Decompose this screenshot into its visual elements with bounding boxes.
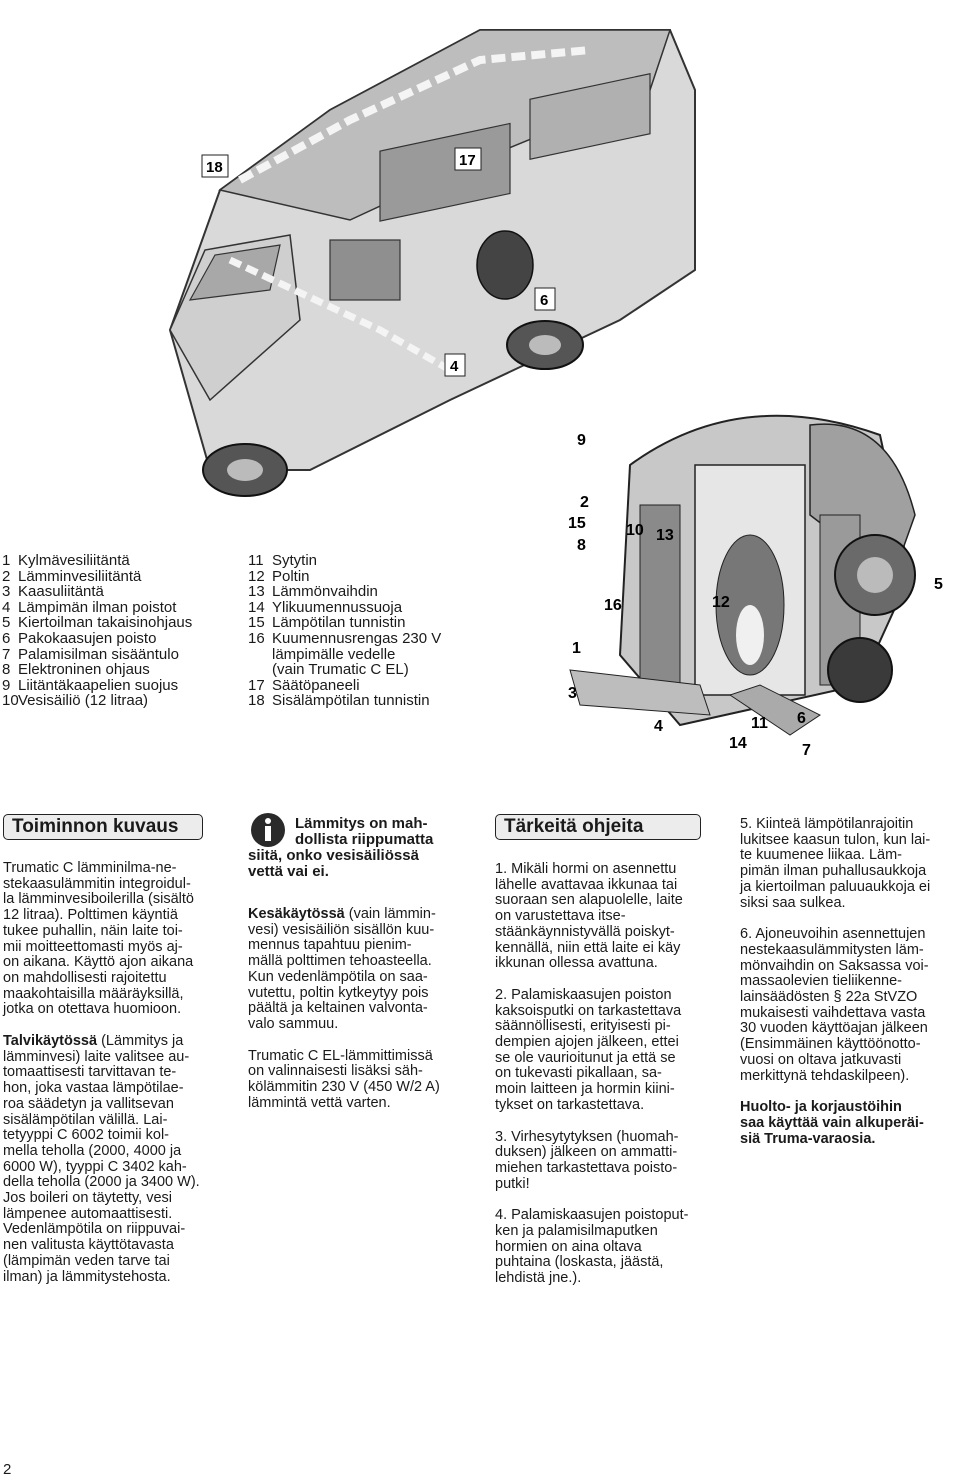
legend-item <box>2 678 192 694</box>
text-line: 3. Virhesytytyksen (huomah- <box>495 1128 679 1145</box>
legend-item-number: 14 <box>248 598 265 616</box>
text-line: nestekaasulämmitysten läm- <box>740 941 924 958</box>
text-line: vutettu, poltin kytkeytyy pois <box>248 984 429 1001</box>
legend-item <box>248 662 441 678</box>
heater-label-2: 2 <box>580 494 589 511</box>
legend-item-label: Vesisäiliö (12 litraa) <box>18 692 149 710</box>
text-line: Trumatic C EL-lämmittimissä <box>248 1047 433 1064</box>
text-line: nen valitusta käyttötavasta <box>3 1237 174 1254</box>
legend-item <box>248 647 441 663</box>
talvikaytto-first: (Lämmitys ja <box>97 1033 184 1050</box>
legend-item-number: 4 <box>2 598 11 616</box>
legend-item <box>2 615 192 631</box>
text-line: mukaisesti vaihdettava vasta <box>740 1004 926 1021</box>
legend-item-label: Kylmävesiliitäntä <box>18 552 130 569</box>
text-line: mii moitteettomasti myös aj- <box>3 938 183 955</box>
legend-item-label: lämpimälle vedelle <box>272 645 396 663</box>
text-line: vuosi on oltava jatkuvasti <box>740 1051 902 1068</box>
text-line: kennällä, niin että laite ei käy <box>495 939 681 956</box>
col2-paragraph-1-body <box>248 923 478 1033</box>
legend-item <box>248 631 441 647</box>
legend-item-number: 12 <box>248 567 265 585</box>
legend-item-number: 3 <box>2 583 11 601</box>
text-line: della teholla (2000 ja 3400 W). <box>3 1174 200 1191</box>
text-line: se ole vaurioitunut ja että se <box>495 1049 676 1066</box>
talvikaytto-lead: Talvikäytössä <box>3 1033 98 1050</box>
instruction-3 <box>495 1130 720 1193</box>
text-line: 1. Mikäli hormi on asennettu <box>495 861 677 877</box>
text-line: Jos boileri on täytetty, vesi <box>3 1190 172 1207</box>
text-line: lämmintä vettä varten. <box>248 1094 391 1111</box>
legend-item-label: Lämpötilan tunnistin <box>272 614 406 632</box>
heater-label-1: 1 <box>572 640 581 657</box>
text-line: Huolto- ja korjaustöihin <box>740 1099 902 1116</box>
info-icon <box>250 812 286 848</box>
text-line: jotka on otettava huomioon. <box>3 1001 182 1018</box>
legend-item-number: 18 <box>248 692 265 710</box>
text-line: dollista riippumatta <box>295 830 434 848</box>
text-line: sisälämpötilan välillä. Lai- <box>3 1111 168 1128</box>
legend-item <box>2 647 192 663</box>
text-line: 6000 W), tyyppi C 3402 kah- <box>3 1158 187 1175</box>
legend-item-number: 8 <box>2 661 11 679</box>
heater-label-14: 14 <box>729 735 747 752</box>
text-line: stäänkäynnistyvällä poiskyt- <box>495 923 675 940</box>
text-line: valo sammuu. <box>248 1015 339 1032</box>
spare-parts-note <box>740 1100 960 1147</box>
camper-label-18: 18 <box>206 159 223 176</box>
legend-item-label: Lämpimän ilman poistot <box>18 598 177 616</box>
instruction-1 <box>495 862 720 972</box>
legend-item-number: 15 <box>248 614 265 632</box>
legend-item-label: Pakokaasujen poisto <box>18 629 157 647</box>
col1-paragraph-2-body <box>3 1050 228 1286</box>
text-line: siksi saa sulkea. <box>740 894 846 911</box>
heater-label-12: 12 <box>712 594 730 611</box>
legend-item <box>248 584 441 600</box>
text-line: la lämminvesiboilerilla (sisältö <box>3 891 194 908</box>
text-line: dempien ajojen jälkeen, ettei <box>495 1034 679 1051</box>
legend-item-number: 11 <box>248 552 264 569</box>
legend-item-number: 17 <box>248 676 265 694</box>
text-line: tukee puhallin, näin laite toi- <box>3 922 183 939</box>
legend-item-label: Kiertoilman takaisinohjaus <box>18 614 193 632</box>
text-line: moin laitteen ja hormin kiini- <box>495 1081 675 1098</box>
text-line: te kuumenee liikaa. Läm- <box>740 847 902 864</box>
text-line: mällä polttimen tehoasteella. <box>248 953 432 970</box>
heater-label-16: 16 <box>604 597 622 614</box>
instruction-4 <box>495 1208 720 1287</box>
text-line: tykset on tarkastettava. <box>495 1096 645 1113</box>
text-line: Trumatic C lämminilma-ne- <box>3 860 177 876</box>
text-line: kaksoisputki on tarkastettava <box>495 1002 682 1019</box>
heater-cutaway-illustration <box>560 395 955 765</box>
legend-item <box>2 584 192 600</box>
heater-label-15: 15 <box>568 515 586 532</box>
text-line: suoraan sen alapuolelle, laite <box>495 892 683 909</box>
text-line: merkittynä tehdaskilpeen). <box>740 1067 910 1084</box>
legend-item-number: 16 <box>248 629 265 647</box>
text-line: 4. Palamiskaasujen poistoput- <box>495 1207 689 1224</box>
text-line: lämminvesi) laite valitsee au- <box>3 1048 190 1065</box>
text-line: 30 vuoden käyttöajan jälkeen <box>740 1020 928 1037</box>
kesakaytto-first: (vain lämmin- <box>344 906 436 922</box>
text-line: lämpenee automaattisesti. <box>3 1205 173 1222</box>
legend-item-number: 13 <box>248 583 265 601</box>
legend-item <box>2 631 192 647</box>
text-line: Lämmitys on mah- <box>295 815 428 832</box>
text-line: (Ensimmäinen käyttöönotto- <box>740 1036 921 1053</box>
legend-item-label: Ylikuumennussuoja <box>272 598 403 616</box>
heater-label-13: 13 <box>656 527 674 544</box>
legend-item-label: Lämminvesiliitäntä <box>18 567 142 585</box>
text-line: putki! <box>495 1175 530 1192</box>
text-line: lähelle avattavaa ikkunaa tai <box>495 876 678 893</box>
legend-item <box>248 569 441 585</box>
text-line: päältä ja keltainen valvonta- <box>248 1000 428 1017</box>
text-line: hormien on aina oltava <box>495 1238 642 1255</box>
heater-label-10: 10 <box>626 522 644 539</box>
legend-item <box>2 569 192 585</box>
text-line: miehen tarkastettava poisto- <box>495 1159 678 1176</box>
legend-item <box>2 693 192 709</box>
text-line: ilman) ja lämmitystehosta. <box>3 1268 171 1285</box>
text-line: vettä vai ei. <box>248 862 329 880</box>
text-line: on varustettava itse- <box>495 908 626 925</box>
camper-label-17: 17 <box>459 152 476 169</box>
heater-label-8: 8 <box>577 537 586 554</box>
text-line: säännöllisesti, erityisesti pi- <box>495 1018 671 1035</box>
column-1 <box>3 861 228 1301</box>
heater-label-4: 4 <box>654 718 663 735</box>
text-line: 2. Palamiskaasujen poiston <box>495 986 672 1003</box>
legend-item-number: 7 <box>2 645 11 663</box>
legend-item-label: Palamisilman sisääntulo <box>18 645 179 663</box>
camper-label-4: 4 <box>450 358 459 375</box>
col1-paragraph-2 <box>3 1034 228 1285</box>
page-number: 2 <box>3 1461 12 1478</box>
text-line: saa käyttää vain alkuperäi- <box>740 1114 924 1131</box>
text-line: mennus tapahtuu pienim- <box>248 937 412 954</box>
legend-item <box>248 693 441 709</box>
text-line: tetyyppi C 6002 toimii kol- <box>3 1127 170 1144</box>
legend-left <box>2 553 192 709</box>
text-line: mella teholla (2000, 4000 ja <box>3 1142 182 1159</box>
instruction-6 <box>740 927 960 1084</box>
col2-paragraph-2 <box>248 1049 478 1112</box>
column-2 <box>248 907 478 1127</box>
legend-item-number: 5 <box>2 614 11 632</box>
legend-item-number: 2 <box>2 567 11 585</box>
text-line: Vedenlämpötila on riippuvai- <box>3 1221 186 1238</box>
text-line: ken ja palamisilmaputken <box>495 1223 658 1240</box>
text-line: 5. Kiinteä lämpötilanrajoitin <box>740 816 914 832</box>
text-line: on tukevasti pikallaan, sa- <box>495 1065 662 1082</box>
text-line: kölämmitin 230 V (450 W/2 A) <box>248 1079 440 1096</box>
legend-right <box>248 553 441 709</box>
legend-item-label: Sisälämpötilan tunnistin <box>272 692 430 710</box>
text-line: tomaattisesti tarvittavan te- <box>3 1064 177 1081</box>
text-line: massaolevien tieliikenne- <box>740 973 902 990</box>
text-line: 6. Ajoneuvoihin asennettujen <box>740 926 926 943</box>
legend-item-label: Lämmönvaihdin <box>272 583 378 601</box>
text-line: on mahdollisesti rajoitettu <box>3 969 167 986</box>
legend-item <box>248 600 441 616</box>
heater-label-5: 5 <box>934 576 943 593</box>
heater-label-6: 6 <box>797 710 806 727</box>
text-line: lukitsee kaasun tulon, kun lai- <box>740 831 931 848</box>
text-line: pimän ilman puhallusaukkoja <box>740 863 927 880</box>
text-line: Kun vedenlämpötila on saa- <box>248 968 428 985</box>
heater-label-9: 9 <box>577 432 586 449</box>
legend-item-number: 1 <box>2 552 11 569</box>
legend-item-number: 10 <box>2 692 19 710</box>
legend-item-label: Kuumennusrengas 230 V <box>272 629 442 647</box>
info-title <box>295 816 433 847</box>
text-line: 12 litraa). Polttimen käyntiä <box>3 907 178 924</box>
text-line: puhtaina (loskasta, jäästä, <box>495 1254 664 1271</box>
legend-item-label: (vain Trumatic C EL) <box>272 661 409 679</box>
text-line: on aikana. Käyttö ajon aikana <box>3 954 194 971</box>
heater-label-7: 7 <box>802 742 811 759</box>
text-line: duksen) jälkeen on ammatti- <box>495 1144 678 1161</box>
legend-item-label: Liitäntäkaapelien suojus <box>18 676 179 694</box>
info-subtitle <box>248 848 419 879</box>
text-line: vesi) vesisäiliön sisällön kuu- <box>248 921 435 938</box>
heading-tarkeita-ohjeita: Tärkeitä ohjeita <box>495 814 701 840</box>
heading-toiminnon-kuvaus: Toiminnon kuvaus <box>3 814 203 840</box>
text-line: on valinnaisesti lisäksi säh- <box>248 1063 423 1080</box>
legend-item <box>248 678 441 694</box>
text-line: siitä, onko vesisäiliössä <box>248 847 419 864</box>
legend-item <box>2 553 192 569</box>
legend-item-number: 6 <box>2 629 11 647</box>
text-line: lainsäädösten § 22a StVZO <box>740 989 918 1006</box>
legend-item-label: Sytytin <box>272 552 318 569</box>
instruction-2 <box>495 988 720 1114</box>
text-line: ikkunan ollessa avattuna. <box>495 955 658 972</box>
text-line: roa säädetyn ja vallitsevan <box>3 1095 174 1112</box>
text-line: ja kiertoilman paluuaukkoja ei <box>740 878 931 895</box>
text-line: mönvaihdin on Saksassa voi- <box>740 957 929 974</box>
camper-label-6: 6 <box>540 292 549 309</box>
legend-item <box>2 600 192 616</box>
legend-item <box>248 553 441 569</box>
text-line: stekaasulämmitin integroidul- <box>3 875 191 892</box>
legend-item-label: Säätöpaneeli <box>272 676 360 694</box>
legend-item <box>248 615 441 631</box>
heater-label-3: 3 <box>568 685 577 702</box>
legend-item-number: 9 <box>2 676 11 694</box>
legend-item-label: Elektroninen ohjaus <box>18 661 150 679</box>
instruction-5 <box>740 817 960 911</box>
text-line: lehdistä jne.). <box>495 1270 582 1287</box>
column-3 <box>495 862 720 1303</box>
legend-item-label: Kaasuliitäntä <box>18 583 104 601</box>
legend-item <box>2 662 192 678</box>
heater-label-11: 11 <box>751 715 768 732</box>
column-4 <box>740 817 960 1163</box>
text-line: siä Truma-varaosia. <box>740 1130 876 1147</box>
col1-paragraph-1 <box>3 861 228 1018</box>
kesakaytto-lead: Kesäkäytössä <box>248 906 345 922</box>
text-line: (lämpimän veden tarve tai <box>3 1252 170 1269</box>
text-line: maakohtaisilla määräyksillä, <box>3 985 184 1002</box>
legend-item-label: Poltin <box>272 567 310 585</box>
col2-paragraph-1 <box>248 907 478 1033</box>
text-line: hon, joka vastaa lämpötilae- <box>3 1080 184 1097</box>
